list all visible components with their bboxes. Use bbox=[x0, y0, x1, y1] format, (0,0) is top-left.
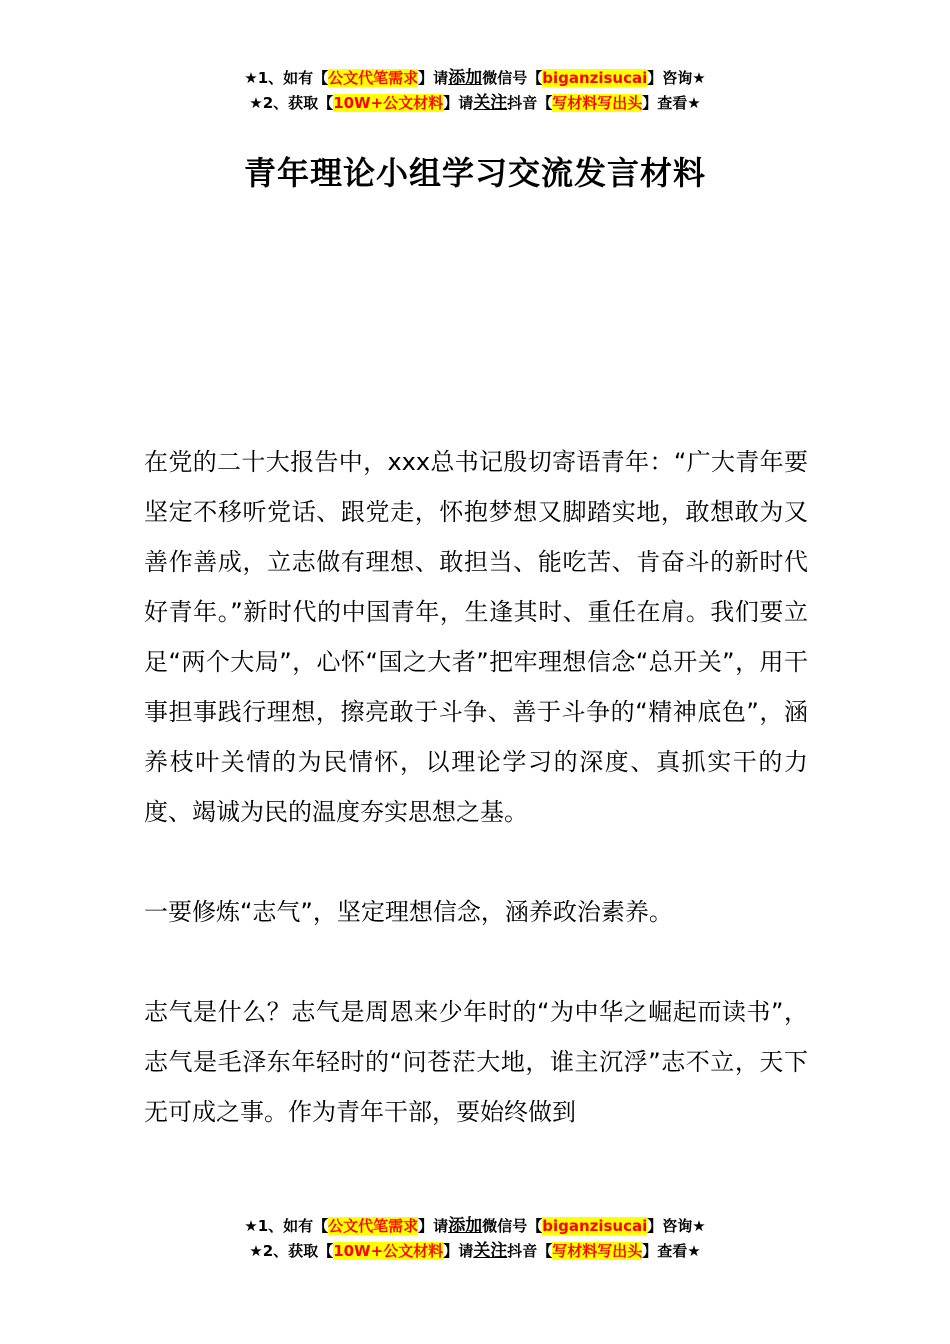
banner-highlight: biganzisucai bbox=[542, 1217, 648, 1235]
paragraph: 一要修炼“志气”，坚定理想信念，涵养政治素养。 bbox=[144, 898, 673, 926]
banner-underlined: 关注 bbox=[473, 1241, 508, 1261]
banner-highlight: 写材料写出头 bbox=[552, 1242, 643, 1260]
banner-highlight: 公文代笔需求 bbox=[328, 1217, 419, 1235]
banner-text: 】请 bbox=[418, 69, 449, 87]
paragraph: 在党的二十大报告中，xxx总书记殷切寄语青年：“广大青年要坚定不移听党话、跟党走，怀抱梦想又脚踏实地，敢想敢为又善作善成，立志做有理想、敢担当、能吃苦、肯奋斗的新时代好青年。”新时代的中国青年，生逢其时、重任在肩。我们要立足“两个大局”，心怀“国之大者”把牢理想信念“总开关”，用干事担事践行理想，擦亮敢于斗争、善于斗争的“精神底色”，涵养枝叶关情的为民情怀，以理论学习的深度、真抓实干的力度、竭诚为民的温度夯实思想之基。 bbox=[144, 448, 808, 826]
banner-text: 】请 bbox=[418, 1217, 449, 1235]
banner-text: 】请 bbox=[443, 1242, 474, 1260]
banner-highlight: biganzisucai bbox=[542, 69, 648, 87]
banner-underlined: 添加 bbox=[448, 1216, 483, 1236]
banner-highlight: 写材料写出头 bbox=[552, 94, 643, 112]
banner-underlined: 添加 bbox=[448, 68, 483, 88]
banner-text: 】咨询★ bbox=[647, 69, 706, 87]
paragraph: 志气是什么？志气是周恩来少年时的“为中华之崛起而读书”，志气是毛泽东年轻时的“问苍茫大地，谁主沉浮”志不立，天下无可成之事。作为青年干部，要始终做到 bbox=[144, 998, 808, 1126]
banner-text: ★1、如有【 bbox=[244, 1217, 329, 1235]
banner-text: 】请 bbox=[443, 94, 474, 112]
top-banner bbox=[0, 66, 950, 116]
banner-line-1 bbox=[0, 66, 950, 91]
banner-text: 】查看★ bbox=[642, 1242, 701, 1260]
banner-text: 】查看★ bbox=[642, 94, 701, 112]
banner-highlight: 10W+公文材料 bbox=[333, 1242, 444, 1260]
banner-text: ★1、如有【 bbox=[244, 69, 329, 87]
banner-text: 抖音【 bbox=[507, 94, 553, 112]
banner-text: 微信号【 bbox=[482, 69, 543, 87]
banner-highlight: 公文代笔需求 bbox=[328, 69, 419, 87]
banner-text: ★2、获取【 bbox=[249, 1242, 334, 1260]
banner-line-2 bbox=[0, 1239, 950, 1264]
banner-line-1 bbox=[0, 1214, 950, 1239]
banner-text: 抖音【 bbox=[507, 1242, 553, 1260]
banner-text: 微信号【 bbox=[482, 1217, 543, 1235]
banner-text: ★2、获取【 bbox=[249, 94, 334, 112]
banner-highlight: 10W+公文材料 bbox=[333, 94, 444, 112]
bottom-banner bbox=[0, 1214, 950, 1264]
document-body bbox=[144, 437, 808, 1187]
banner-line-2 bbox=[0, 91, 950, 116]
document-title: 青年理论小组学习交流发言材料 bbox=[243, 154, 706, 192]
banner-text: 】咨询★ bbox=[647, 1217, 706, 1235]
banner-underlined: 关注 bbox=[473, 93, 508, 113]
